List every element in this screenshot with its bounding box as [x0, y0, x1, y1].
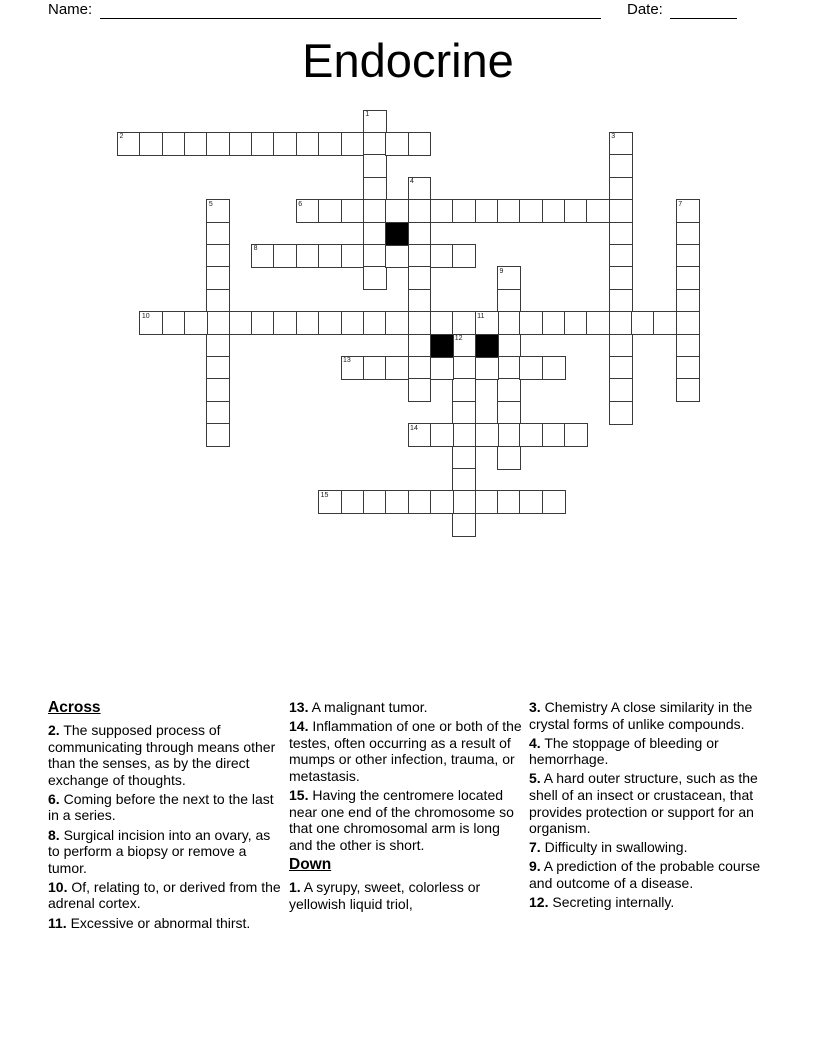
grid-cell: [251, 132, 275, 156]
clue-text: The supposed process of communicating through means other than the senses, as by the direct exchange of thoughts.: [48, 722, 276, 788]
grid-cell: [452, 401, 476, 425]
grid-cell: [475, 423, 499, 447]
clue-number: 4.: [529, 734, 541, 751]
grid-cell: [273, 244, 297, 268]
grid-cell: [519, 199, 543, 223]
clue-number: 12.: [529, 894, 549, 911]
grid-cell: [609, 356, 633, 380]
clue-text: A malignant tumor.: [308, 699, 428, 715]
grid-cell: [676, 356, 700, 380]
grid-cell: [206, 244, 230, 268]
grid-cell: [341, 490, 365, 514]
clue-text: Secreting internally.: [548, 894, 675, 911]
grid-cell: [363, 244, 387, 268]
cell-number: 6: [298, 200, 303, 208]
grid-cell: [363, 199, 387, 223]
clue: [48, 879, 285, 912]
grid-cell: [452, 356, 476, 380]
name-label: Name:: [48, 1, 93, 18]
grid-cell: [519, 311, 543, 335]
clue-number: 9.: [529, 858, 541, 875]
grid-cell: [229, 311, 253, 335]
grid-cell: [497, 401, 521, 425]
page-title: Endocrine: [302, 34, 514, 87]
grid-cell: [363, 266, 387, 290]
cell-number: 12: [454, 335, 463, 342]
clue-text: Of, relating to, or derived from the adrenal cortex.: [48, 878, 281, 912]
cell-number: 11: [477, 312, 485, 320]
grid-cell: [609, 266, 633, 290]
grid-cell: [296, 132, 320, 156]
date-label: Date:: [627, 1, 663, 18]
clue-text: Coming before the next to the last in a series.: [48, 790, 274, 824]
grid-cell-black: [475, 334, 499, 358]
grid-cell: [475, 490, 499, 514]
grid-cell: [542, 423, 566, 447]
grid-cell: [408, 334, 432, 358]
clue: [289, 718, 526, 784]
grid-cell: [676, 222, 700, 246]
clue-text: Chemistry A close similarity in the crystal forms of unlike compounds.: [529, 699, 753, 732]
clue-number: 5.: [529, 770, 541, 787]
grid-cell: [609, 401, 633, 425]
grid-cell: [206, 311, 230, 335]
grid-cell: [408, 222, 432, 246]
clue-text: Inflammation of one or both of the testes, often occurring as a result of mumps or other infection, trauma, or metastasis.: [289, 718, 522, 784]
cell-number: 13: [343, 357, 351, 365]
cell-number: 7: [678, 200, 683, 208]
grid-cell: [452, 490, 476, 514]
grid-cell: [586, 311, 610, 335]
grid-cell: [430, 423, 454, 447]
grid-cell: [452, 199, 476, 223]
grid-cell: [676, 244, 700, 268]
grid-cell: [452, 446, 476, 470]
clue: [48, 915, 285, 932]
clue-text: Surgical incision into an ovary, as to perform a biopsy or remove a tumor.: [48, 826, 271, 876]
grid-cell: [676, 266, 700, 290]
grid-cell: [497, 199, 521, 223]
grid-cell: [452, 244, 476, 268]
grid-cell: [497, 490, 521, 514]
grid-cell: [497, 289, 521, 313]
grid-cell: [452, 311, 476, 335]
grid-cell: [452, 334, 476, 358]
grid-cell: [206, 401, 230, 425]
grid-cell: [363, 177, 387, 201]
clue: [48, 791, 285, 824]
grid-cell: [363, 132, 387, 156]
clue-number: 10.: [48, 878, 68, 895]
cell-number: 1: [365, 111, 370, 118]
cell-number: 15: [320, 491, 329, 499]
cell-number: 8: [253, 245, 258, 253]
cell-number: 5: [208, 200, 213, 208]
cell-number: 3: [611, 133, 616, 141]
grid-cell: [385, 199, 409, 223]
grid-cell: [653, 311, 677, 335]
cell-number: 9: [499, 267, 504, 275]
grid-cell: [206, 199, 230, 223]
grid-cell: [452, 378, 476, 402]
grid-cell: [139, 311, 163, 335]
grid-cell: [430, 311, 454, 335]
clue-text: Excessive or abnormal thirst.: [66, 914, 251, 931]
grid-cell: [497, 266, 521, 290]
grid-cell: [296, 199, 320, 223]
grid-cell: [676, 289, 700, 313]
grid-cell: [341, 356, 365, 380]
grid-cell: [363, 311, 387, 335]
clue-text: A prediction of the probable course and outcome of a disease.: [529, 858, 761, 891]
clue-number: 11.: [48, 914, 67, 931]
grid-cell: [609, 222, 633, 246]
clue-number: 8.: [48, 826, 60, 843]
grid-cell: [385, 244, 409, 268]
grid-cell: [430, 356, 454, 380]
grid-cell: [408, 378, 432, 402]
grid-cell: [609, 154, 633, 178]
grid-cell: [385, 490, 409, 514]
clue: [289, 879, 526, 912]
grid-cell: [341, 199, 365, 223]
grid-cell: [519, 423, 543, 447]
grid-cell: [609, 199, 633, 223]
grid-cell: [408, 244, 432, 268]
grid-cell: [408, 266, 432, 290]
grid-cell: [676, 199, 700, 223]
grid-cell: [609, 334, 633, 358]
cell-number: 14: [410, 424, 418, 432]
clue-text: A syrupy, sweet, colorless or yellowish liquid triol,: [289, 879, 481, 912]
clues-heading-down: Down: [289, 856, 332, 874]
grid-cell: [363, 356, 387, 380]
grid-cell: [363, 222, 387, 246]
clue-number: 13.: [289, 699, 309, 715]
grid-cell: [452, 423, 476, 447]
clue-number: 3.: [529, 699, 541, 715]
grid-cell: [519, 490, 543, 514]
grid-cell: [206, 356, 230, 380]
grid-cell: [430, 199, 454, 223]
grid-cell: [408, 423, 432, 447]
grid-cell: [318, 132, 342, 156]
grid-cell: [475, 356, 499, 380]
grid-cell: [363, 154, 387, 178]
grid-cell: [609, 378, 633, 402]
grid-cell: [408, 490, 432, 514]
grid-cell: [497, 356, 521, 380]
clue: [289, 787, 526, 853]
grid-cell: [341, 244, 365, 268]
grid-cell: [564, 311, 588, 335]
grid-cell: [206, 423, 230, 447]
grid-cell: [430, 490, 454, 514]
grid-cell: [497, 334, 521, 358]
grid-cell: [408, 132, 432, 156]
grid-cell: [542, 356, 566, 380]
clue: [48, 827, 285, 877]
grid-cell: [363, 110, 387, 134]
grid-cell: [609, 311, 633, 335]
clue: [529, 839, 766, 856]
clue-number: 15.: [289, 786, 309, 803]
cell-number: 2: [119, 133, 124, 141]
grid-cell: [206, 132, 230, 156]
grid-cell: [318, 244, 342, 268]
clue-column-left: [48, 699, 285, 934]
clue: [529, 894, 766, 911]
grid-cell: [408, 199, 432, 223]
grid-cell: [341, 311, 365, 335]
clue-column-right: [529, 699, 766, 913]
grid-cell: [609, 177, 633, 201]
grid-cell: [408, 311, 432, 335]
grid-cell: [497, 311, 521, 335]
grid-cell: [430, 244, 454, 268]
grid-cell: [251, 311, 275, 335]
clue-number: 2.: [48, 722, 60, 738]
grid-cell: [497, 423, 521, 447]
grid-cell: [206, 289, 230, 313]
grid-cell: [497, 378, 521, 402]
grid-cell: [385, 132, 409, 156]
cell-number: 10: [141, 312, 150, 320]
grid-cell: [385, 356, 409, 380]
grid-cell: [206, 266, 230, 290]
grid-cell: [631, 311, 655, 335]
grid-cell: [475, 199, 499, 223]
grid-cell: [564, 199, 588, 223]
clue-number: 14.: [289, 718, 309, 735]
grid-cell: [318, 199, 342, 223]
clue: [48, 722, 285, 788]
grid-cell: [408, 177, 432, 201]
grid-cell: [162, 311, 186, 335]
clue: [529, 858, 766, 891]
grid-cell: [519, 356, 543, 380]
grid-cell: [609, 244, 633, 268]
cell-number: 4: [410, 178, 414, 186]
grid-cell: [206, 334, 230, 358]
grid-cell-black: [385, 222, 409, 246]
grid-cell: [318, 490, 342, 514]
grid-cell: [206, 378, 230, 402]
grid-cell: [475, 311, 499, 335]
grid-cell: [542, 490, 566, 514]
grid-cell: [676, 378, 700, 402]
grid-cell: [296, 311, 320, 335]
clue-text: A hard outer structure, such as the shell of an insect or crustacean, that provides protection or support for an organism.: [529, 770, 758, 837]
clue: [529, 770, 766, 836]
grid-cell: [139, 132, 163, 156]
grid-cell: [676, 311, 700, 335]
grid-cell: [318, 311, 342, 335]
grid-cell: [586, 199, 610, 223]
grid-cell: [452, 513, 476, 537]
grid-cell: [206, 222, 230, 246]
grid-cell: [452, 468, 476, 492]
clue-number: 7.: [529, 839, 541, 856]
grid-cell: [184, 132, 208, 156]
grid-cell: [497, 446, 521, 470]
grid-cell: [296, 244, 320, 268]
grid-cell: [385, 311, 409, 335]
clue-column-middle: [289, 699, 526, 915]
grid-cell: [273, 311, 297, 335]
grid-cell: [408, 289, 432, 313]
grid-cell: [408, 356, 432, 380]
grid-cell: [184, 311, 208, 335]
clue: [289, 699, 526, 716]
grid-cell: [564, 423, 588, 447]
clue: [529, 735, 766, 768]
grid-cell: [229, 132, 253, 156]
grid-cell: [542, 311, 566, 335]
grid-cell: [162, 132, 186, 156]
grid-cell: [609, 289, 633, 313]
grid-cell: [363, 490, 387, 514]
clue: [529, 699, 766, 732]
clues-heading-across: Across: [48, 699, 101, 716]
clue-number: 6.: [48, 790, 60, 807]
clue-text: The stoppage of bleeding or hemorrhage.: [529, 734, 719, 768]
grid-cell: [676, 334, 700, 358]
grid-cell: [609, 132, 633, 156]
clue-number: 1.: [289, 879, 301, 896]
clue-text: Having the centromere located near one end of the chromosome so that one chromosomal arm is long and the other is short.: [289, 786, 514, 853]
grid-cell: [542, 199, 566, 223]
grid-cell: [273, 132, 297, 156]
grid-cell: [251, 244, 275, 268]
clue-text: Difficulty in swallowing.: [540, 839, 688, 856]
grid-cell: [117, 132, 141, 156]
grid-cell: [341, 132, 365, 156]
grid-cell-black: [430, 334, 454, 358]
